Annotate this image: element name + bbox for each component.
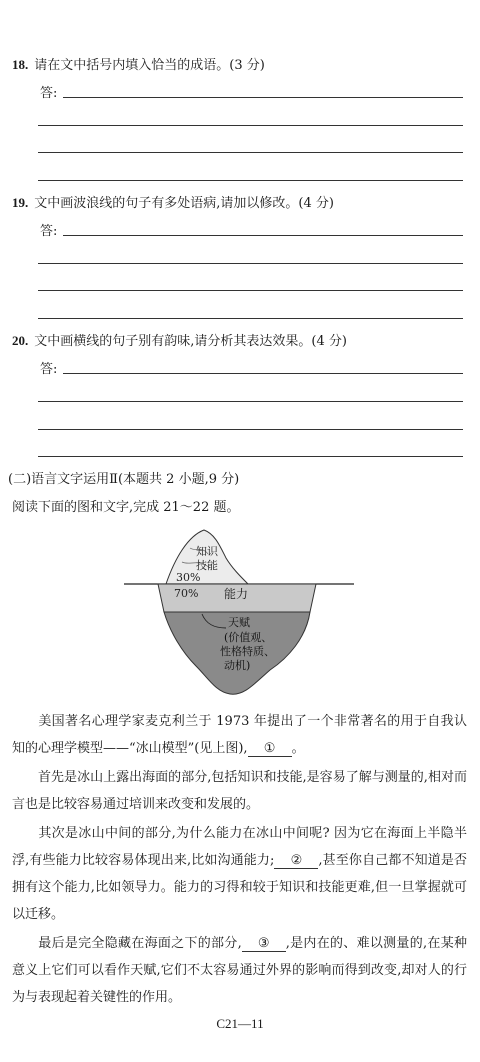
answer-line[interactable] <box>63 97 463 98</box>
paragraph-1 <box>12 708 467 762</box>
fill-blank-3[interactable]: ③ <box>242 937 286 952</box>
answer-line[interactable] <box>63 373 463 374</box>
question-19 <box>12 192 334 211</box>
paragraph-3 <box>12 820 467 928</box>
paragraph-text: ,甚至你自己都不知道是否拥有这个能力,比如领导力。能力的习得和较于知识和技能更难,但一旦掌握就可以迁移。 <box>12 853 467 922</box>
answer-line[interactable] <box>38 429 463 430</box>
iceberg-label-ability: 能力 <box>224 587 249 601</box>
answer-line[interactable] <box>38 180 463 181</box>
question-number: 20. <box>12 333 29 348</box>
paragraph-text: 首先是冰山上露出海面的部分,包括知识和技能,是容易了解与测量的,相对而言也是比较容易通过培训来改变和发展的。 <box>12 770 467 812</box>
paragraph-text: 最后是完全隐藏在海面之下的部分, <box>38 936 242 951</box>
iceberg-label-traits: 性格特质、 <box>220 645 275 658</box>
answer-line[interactable] <box>38 401 463 402</box>
answer-label: 答: <box>40 224 58 239</box>
section-instruction: 阅读下面的图和文字,完成 21～22 题。 <box>12 500 240 515</box>
paragraph-2 <box>12 764 467 818</box>
answer-line[interactable] <box>38 125 463 126</box>
iceberg-diagram <box>120 528 360 700</box>
paragraph-text: ,是内在的、难以测量的,在某种意义上它们可以看作天赋,它们不太容易通过外界的影响而得到改变,却对人的行为与表现起着关键性的作用。 <box>12 936 467 1005</box>
answer-line[interactable] <box>38 456 463 457</box>
answer-line[interactable] <box>38 318 463 319</box>
question-text: 请在文中括号内填入恰当的成语。(3 分) <box>34 58 265 73</box>
question-20 <box>12 330 347 349</box>
answer-label: 答: <box>40 86 58 101</box>
paragraph-text: 其次是冰山中间的部分,为什么能力在冰山中间呢? 因为它在海面上半隐半浮,有些能力比较容易体现出来,比如沟通能力; <box>12 826 467 868</box>
paragraph-text: 。 <box>291 741 305 756</box>
iceberg-label-knowledge: 知识 <box>196 545 218 558</box>
answer-line[interactable] <box>63 235 463 236</box>
fill-blank-1[interactable]: ① <box>248 742 292 757</box>
page-footer: C21—11 <box>216 1016 264 1031</box>
percent-below-water: 70% <box>174 587 199 600</box>
iceberg-label-skills: 技能 <box>196 559 218 572</box>
answer-line[interactable] <box>38 152 463 153</box>
paragraph-text: 美国著名心理学家麦克利兰于 1973 年提出了一个非常著名的用于自我认知的心理学模型——“冰山模型”(见上图), <box>12 714 467 756</box>
question-text: 文中画横线的句子别有韵味,请分析其表达效果。(4 分) <box>34 334 347 349</box>
section-title: (二)语言文字运用Ⅱ(本题共 2 小题,9 分) <box>8 472 240 487</box>
question-text: 文中画波浪线的句子有多处语病,请加以修改。(4 分) <box>34 196 334 211</box>
paragraph-4 <box>12 930 467 1011</box>
answer-line[interactable] <box>38 290 463 291</box>
answer-line[interactable] <box>38 263 463 264</box>
question-number: 18. <box>12 57 29 72</box>
fill-blank-2[interactable]: ② <box>274 854 318 869</box>
iceberg-label-talent: 天赋 <box>228 616 250 629</box>
question-18 <box>12 54 265 73</box>
answer-label: 答: <box>40 362 58 377</box>
question-number: 19. <box>12 195 29 210</box>
iceberg-label-values: (价值观、 <box>224 631 273 644</box>
percent-above-water: 30% <box>176 571 201 584</box>
iceberg-label-motivation: 动机) <box>224 659 251 672</box>
